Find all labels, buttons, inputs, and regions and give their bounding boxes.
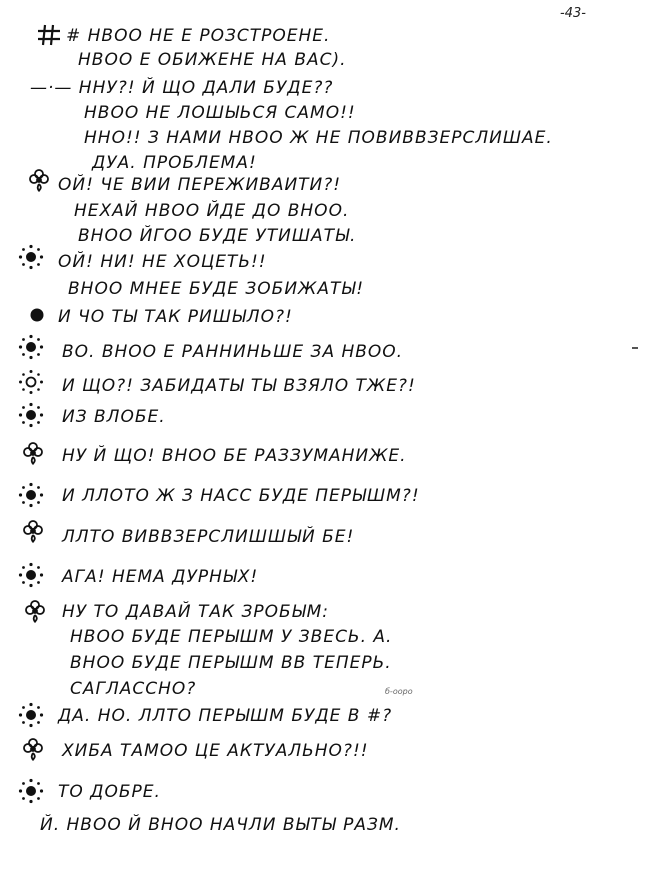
text-line: ИЗ ВЛОБЕ. — [62, 407, 166, 427]
text-line: ВНОО БУДЕ ПЕРЫШМ ВВ ТЕПЕРЬ. — [70, 653, 392, 673]
dot-speaker-icon — [24, 302, 50, 328]
text-line: И ЩО?! ЗАБИДАТЫ ТЫ ВЗЯЛО ТЖЕ?! — [62, 376, 416, 396]
sun-speaker-icon — [18, 562, 44, 588]
text-line: И ЛЛОТО Ж З НАСС БУДЕ ПЕРЫШМ?! — [62, 486, 420, 506]
flower-speaker-icon — [26, 167, 52, 193]
text-line: ЛЛТО ВИВВЗЕРСЛИШШЫЙ БЕ! — [62, 527, 355, 547]
sun-speaker-icon — [18, 402, 44, 428]
text-line: ТО ДОБРЕ. — [58, 782, 161, 802]
hollow-sun-speaker-icon — [18, 369, 44, 395]
hash-speaker-icon — [36, 22, 62, 48]
text-line: НЕХАЙ НВОО ЙДЕ ДО ВНОО. — [74, 201, 350, 221]
text-line: ХИБА ТАМОО ЦЕ АКТУАЛЬНО?!! — [62, 741, 369, 761]
flower-speaker-icon — [20, 736, 46, 762]
sun-speaker-icon — [18, 778, 44, 804]
sun-speaker-icon — [18, 482, 44, 508]
flower-speaker-icon — [20, 518, 46, 544]
margin-note: б-ооро — [385, 687, 413, 696]
sun-speaker-icon — [18, 334, 44, 360]
text-line: ОЙ! ЧЕ ВИИ ПЕРЕЖИВАИТИ?! — [58, 175, 342, 195]
text-line: САГЛАССНО? — [70, 679, 197, 699]
text-line: НВОО НЕ ЛОШЫЬСЯ САМО!! — [84, 103, 356, 123]
text-line: НУ Й ЩО! ВНОО БЕ РАЗЗУМАНИЖЕ. — [62, 446, 407, 466]
text-line: Й. НВОО Й ВНОО НАЧЛИ ВЫТЫ РАЗМ. — [40, 815, 401, 835]
flower-speaker-icon — [20, 440, 46, 466]
flower-speaker-icon — [22, 598, 48, 624]
text-line: ДА. НО. ЛЛТО ПЕРЫШМ БУДЕ В #? — [58, 706, 393, 726]
text-line: ВНОО ЙГОО БУДЕ УТИШАТЫ. — [78, 226, 357, 246]
text-line: ВО. ВНОО Е РАННИНЬШЕ ЗА НВОО. — [62, 342, 404, 362]
text-line: ВНОО МНЕЕ БУДЕ ЗОБИЖАТЫ! — [68, 279, 365, 299]
text-line: НВОО БУДЕ ПЕРЫШМ У ЗВЕСЬ. А. — [70, 627, 393, 647]
page-number: -43- — [560, 6, 586, 21]
text-line: ННО!! З НАМИ НВОО Ж НЕ ПОВИВВЗЕРСЛИШАЕ. — [84, 128, 553, 148]
text-line: —·— ННУ?! Й ЩО ДАЛИ БУДЕ?? — [30, 78, 334, 98]
text-line: НУ ТО ДАВАЙ ТАК ЗРОБЫМ: — [62, 602, 330, 622]
sun-speaker-icon — [18, 244, 44, 270]
text-line: # НВОО НЕ Е РОЗСТРОЕНЕ. — [66, 26, 331, 46]
text-line: И ЧО ТЫ ТАК РИШЫЛО?! — [58, 307, 293, 327]
text-line: НВОО Е ОБИЖЕНЕ НА ВАС). — [78, 50, 347, 70]
edge-mark — [632, 347, 638, 349]
text-line: ОЙ! НИ! НЕ ХОЦЕТЬ!! — [58, 252, 267, 272]
text-line: ДУА. ПРОБЛЕМА! — [92, 153, 257, 173]
sun-speaker-icon — [18, 702, 44, 728]
text-line: АГА! НЕМА ДУРНЫХ! — [62, 567, 259, 587]
